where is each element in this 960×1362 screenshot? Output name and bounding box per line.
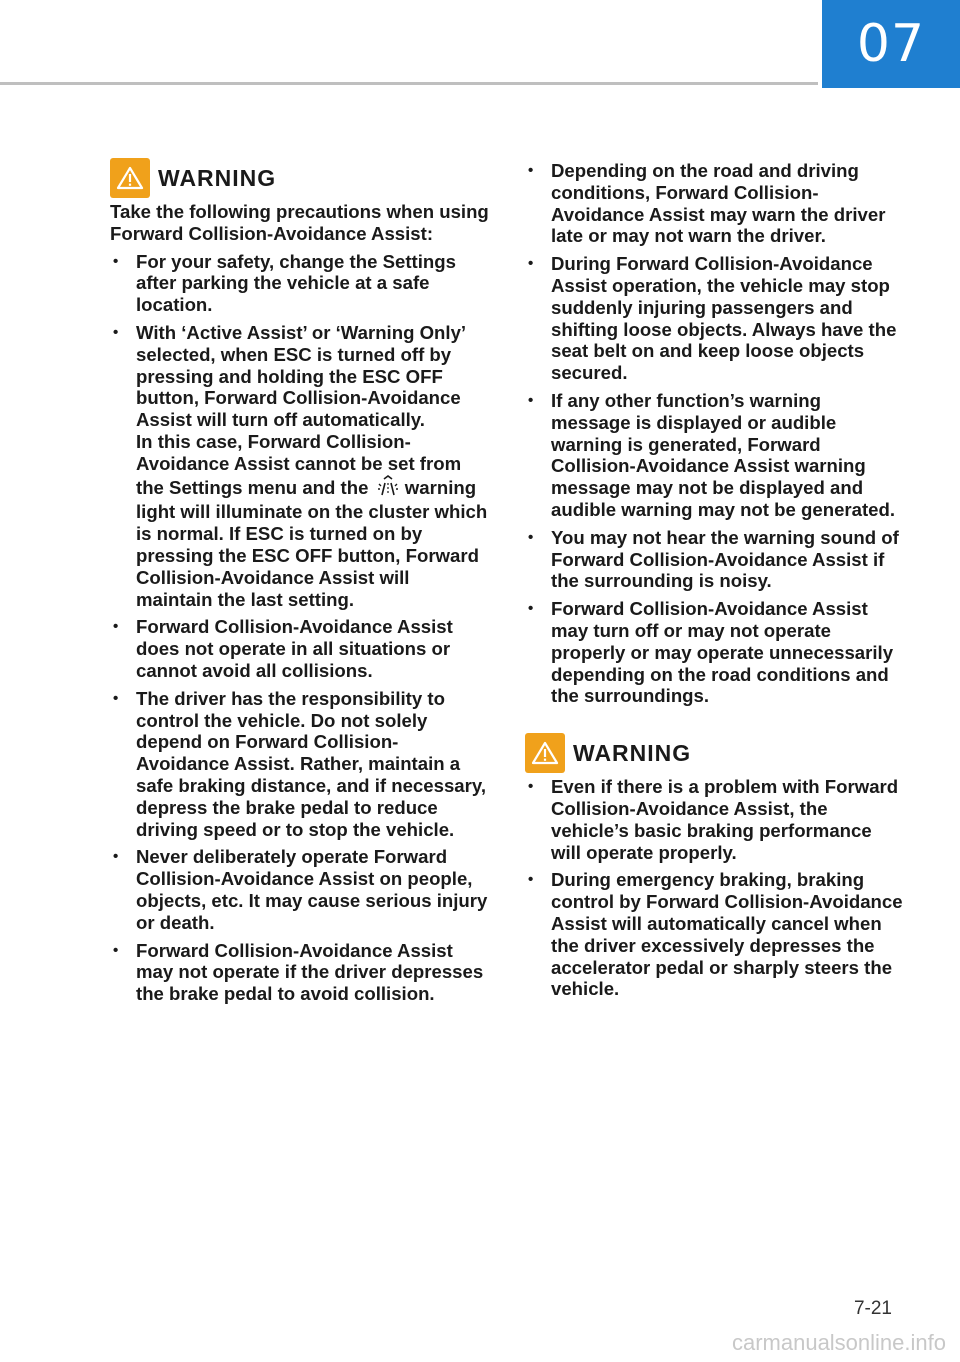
bullet-dot: • [113,323,119,341]
list-item: • Even if there is a problem with Forward Collision-Avoidance Assist, the vehicle’s basic braking performance will operate properly. [528,776,899,863]
warning-triangle-icon [525,733,565,773]
bullet-dot: • [113,689,119,707]
warning-heading [110,158,490,198]
list-item: • Depending on the road and driving conditions, Forward Collision-Avoidance Assist may warn the driver late or may not warn the driver. [528,160,886,247]
watermark: carmanualsonline.info [731,1330,946,1355]
right-bullet-list [525,160,905,707]
esc-text-2: In this case, Forward Collision-Avoidance Assist cannot be set from the Settings menu and the [136,430,462,498]
page-number: 7-21 [853,1298,892,1319]
list-item: • Forward Collision-Avoidance Assist may turn off or may not operate properly or may operate unnecessarily depending on the road conditions and the surroundings. [528,598,894,707]
warning-title-2: WARNING [573,739,692,766]
bullet-dot: • [113,941,119,959]
esc-text-3: warning light will illuminate on the cluster which is normal. If ESC is turned on by pressing the ESC OFF button, Forward Collision-Avoidance Assist will maintain the last setting. [136,476,488,610]
header-rule [0,82,818,85]
list-item: • Never deliberately operate Forward Collision-Avoidance Assist on people, objects, etc. It may cause serious injury or death. [113,846,488,933]
bullet-dot: • [528,528,534,546]
esc-text-1: With ‘Active Assist’ or ‘Warning Only’ selected, when ESC is turned off by pressing and holding the ESC OFF button, Forward Collision-Avoidance Assist will turn off automatically. [136,321,466,431]
list-item: • If any other function’s warning message is displayed or audible warning is generated, Forward Collision-Avoidance Assist warning message may not be displayed and audible warning may not be generated. [528,389,896,520]
list-item: • The driver has the responsibility to control the vehicle. Do not solely depend on Forward Collision-Avoidance Assist. Rather, maintain a safe braking distance, and if necessary, depress the brake pedal to reduce driving speed or to stop the vehicle. [113,687,486,840]
left-bullet-list [110,251,490,1005]
bullet-dot: • [528,778,534,796]
warning-heading-2 [525,733,905,773]
right-column [525,160,905,1006]
warning-intro: Take the following precautions when using Forward Collision-Avoidance Assist: [110,201,489,244]
bullet-dot: • [113,618,119,636]
bullet-dot: • [113,252,119,270]
list-item-esc [110,322,490,610]
bullet-dot: • [528,162,534,179]
warning-triangle-icon [110,158,150,198]
chapter-number: 07 [856,14,926,74]
list-item: • Forward Collision-Avoidance Assist may not operate if the driver depresses the brake pedal to avoid collision. [113,939,484,1005]
chapter-tab [822,0,960,88]
bullet-dot: • [528,600,534,618]
bullet-dot: • [528,871,534,889]
list-item: • Forward Collision-Avoidance Assist does not operate in all situations or cannot avoid all collisions. [113,616,453,681]
bullet-dot: • [528,255,534,273]
list-item: • You may not hear the warning sound of Forward Collision-Avoidance Assist if the surrounding is noisy. [528,526,899,592]
list-item: • For your safety, change the Settings after parking the vehicle at a safe location. [113,250,456,316]
list-item: • During emergency braking, braking control by Forward Collision-Avoidance Assist will automatically cancel when the driver excessively depresses the accelerator pedal or sharply steers the vehicle. [528,869,903,1000]
bullet-dot: • [113,848,119,866]
forward-collision-warning-light-icon [376,475,400,502]
list-item: • During Forward Collision-Avoidance Assist operation, the vehicle may stop suddenly injuring passengers and shifting loose objects. Always have the seat belt on and keep loose objects secured. [528,253,897,384]
left-column [110,158,490,1011]
right-warning-list [525,776,905,1000]
bullet-dot: • [528,391,534,409]
warning-title: WARNING [158,164,277,191]
